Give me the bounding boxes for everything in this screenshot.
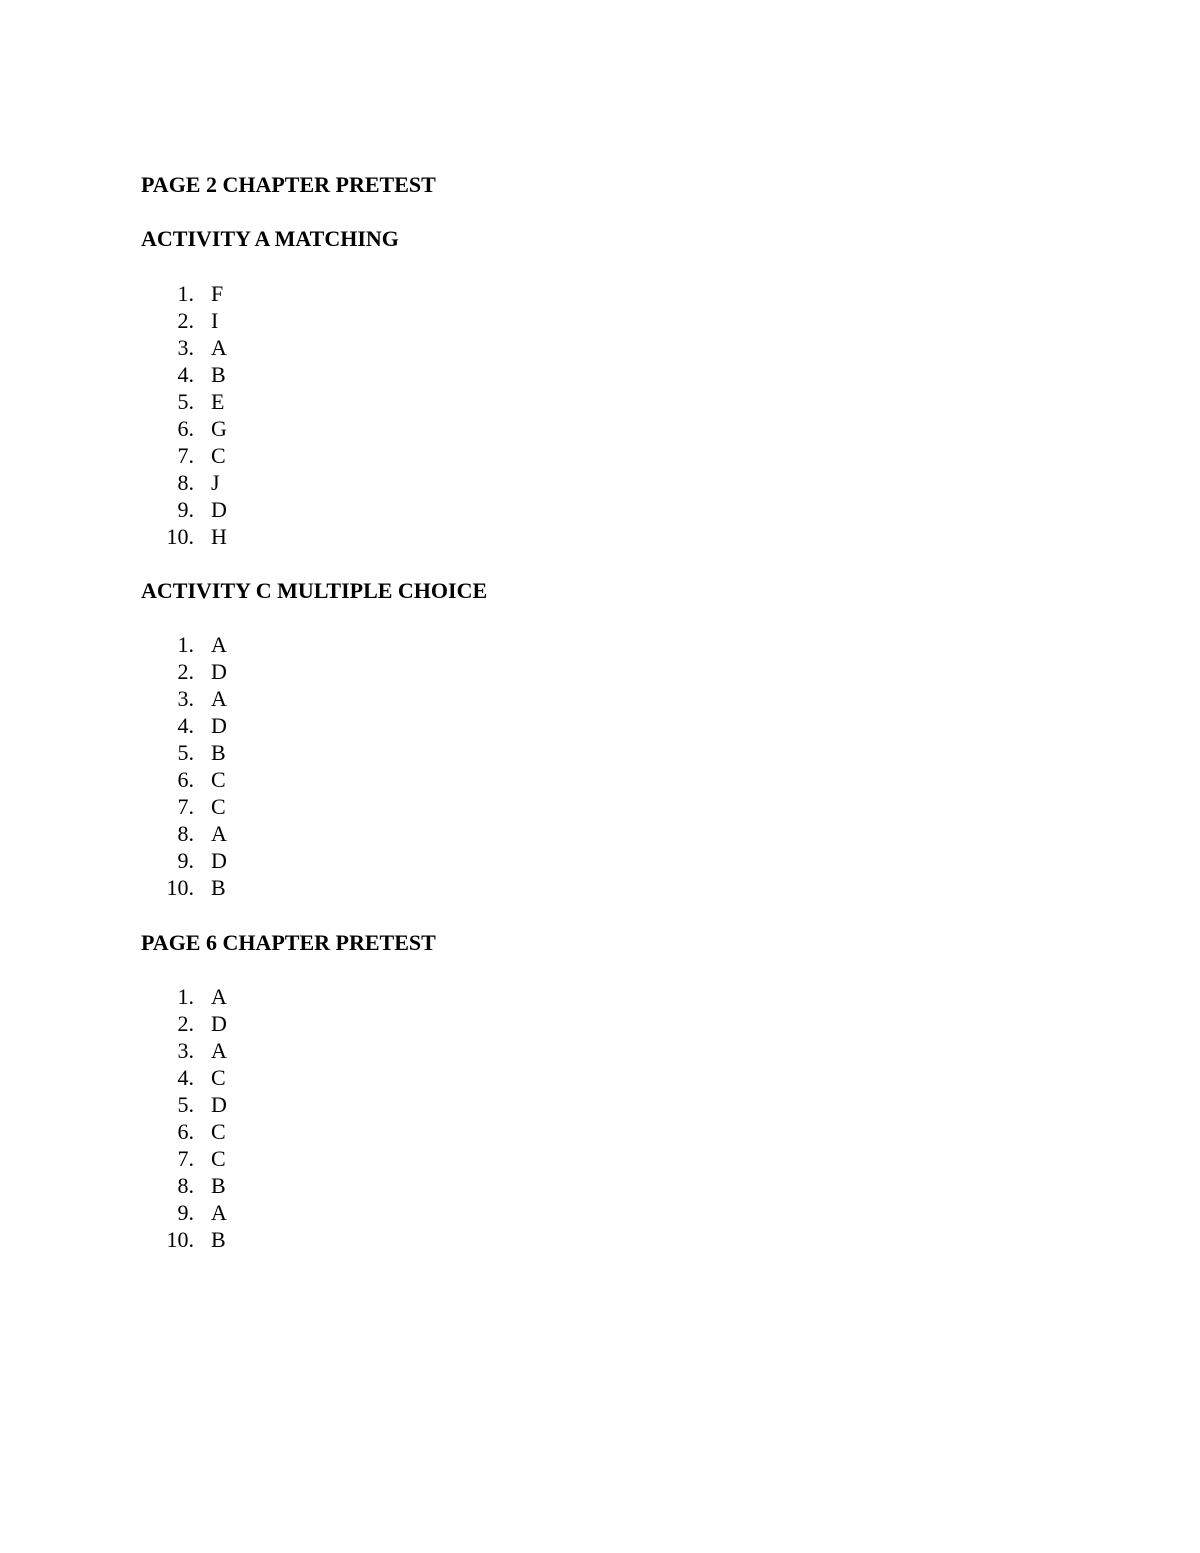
item-number: 9. (177, 848, 194, 873)
list-item (0, 388, 1200, 415)
item-number: 6. (177, 416, 194, 441)
item-number: 8. (177, 1173, 194, 1198)
item-number: 8. (177, 470, 194, 495)
item-number: 7. (177, 1146, 194, 1171)
item-number: 9. (177, 497, 194, 522)
item-number: 3. (177, 335, 194, 360)
item-number: 4. (177, 362, 194, 387)
item-answer: D (211, 1011, 227, 1036)
item-answer: A (211, 1200, 227, 1225)
item-answer: B (211, 740, 226, 765)
list-item (0, 361, 1200, 388)
item-number: 5. (177, 1092, 194, 1117)
item-number: 1. (177, 632, 194, 657)
list-item (0, 1199, 1200, 1226)
item-answer: A (211, 632, 227, 657)
section-heading-activity-c: ACTIVITY C MULTIPLE CHOICE (141, 578, 488, 603)
list-item (0, 658, 1200, 685)
item-number: 5. (177, 389, 194, 414)
list-item (0, 1118, 1200, 1145)
list-item (0, 523, 1200, 550)
item-number: 6. (177, 767, 194, 792)
item-answer: D (211, 713, 227, 738)
list-item (0, 1064, 1200, 1091)
item-answer: D (211, 848, 227, 873)
item-answer: C (211, 767, 226, 792)
list-item (0, 1172, 1200, 1199)
item-number: 5. (177, 740, 194, 765)
item-number: 10. (166, 875, 194, 900)
item-answer: B (211, 1227, 226, 1252)
item-number: 3. (177, 686, 194, 711)
answer-list-activity-a (0, 280, 1200, 550)
section-subheading-activity-a: ACTIVITY A MATCHING (141, 226, 399, 251)
item-answer: A (211, 335, 227, 360)
list-item (0, 739, 1200, 766)
item-number: 1. (177, 984, 194, 1009)
list-item (0, 847, 1200, 874)
item-answer: B (211, 1173, 226, 1198)
item-answer: G (211, 416, 227, 441)
item-number: 2. (177, 1011, 194, 1036)
item-answer: A (211, 686, 227, 711)
list-item (0, 685, 1200, 712)
list-item (0, 712, 1200, 739)
list-item (0, 280, 1200, 307)
item-number: 7. (177, 443, 194, 468)
item-answer: D (211, 659, 227, 684)
list-item (0, 1010, 1200, 1037)
item-answer: C (211, 443, 226, 468)
list-item (0, 983, 1200, 1010)
section-heading-page-2: PAGE 2 CHAPTER PRETEST (141, 172, 436, 197)
list-item (0, 415, 1200, 442)
list-item (0, 820, 1200, 847)
list-item (0, 874, 1200, 901)
item-number: 2. (177, 308, 194, 333)
list-item (0, 496, 1200, 523)
answer-list-page-6 (0, 983, 1200, 1253)
item-answer: A (211, 1038, 227, 1063)
item-answer: F (211, 281, 224, 306)
item-number: 4. (177, 1065, 194, 1090)
item-answer: C (211, 794, 226, 819)
item-answer: D (211, 497, 227, 522)
item-number: 3. (177, 1038, 194, 1063)
list-item (0, 766, 1200, 793)
item-answer: B (211, 362, 226, 387)
item-number: 1. (177, 281, 194, 306)
list-item (0, 1145, 1200, 1172)
item-number: 9. (177, 1200, 194, 1225)
item-answer: B (211, 875, 226, 900)
list-item (0, 1091, 1200, 1118)
item-number: 10. (166, 1227, 194, 1252)
item-answer: A (211, 984, 227, 1009)
item-answer: A (211, 821, 227, 846)
list-item (0, 307, 1200, 334)
item-answer: H (211, 524, 227, 549)
item-answer: J (211, 470, 220, 495)
answer-list-activity-c (0, 631, 1200, 901)
list-item (0, 1037, 1200, 1064)
item-answer: C (211, 1146, 226, 1171)
item-answer: C (211, 1065, 226, 1090)
list-item (0, 442, 1200, 469)
list-item (0, 793, 1200, 820)
list-item (0, 334, 1200, 361)
list-item (0, 1226, 1200, 1253)
item-number: 2. (177, 659, 194, 684)
item-number: 4. (177, 713, 194, 738)
item-answer: C (211, 1119, 226, 1144)
section-heading-page-6: PAGE 6 CHAPTER PRETEST (141, 930, 436, 955)
item-answer: D (211, 1092, 227, 1117)
item-number: 8. (177, 821, 194, 846)
item-number: 7. (177, 794, 194, 819)
list-item (0, 469, 1200, 496)
item-answer: E (211, 389, 225, 414)
item-number: 10. (166, 524, 194, 549)
list-item (0, 631, 1200, 658)
item-number: 6. (177, 1119, 194, 1144)
item-answer: I (211, 308, 219, 333)
